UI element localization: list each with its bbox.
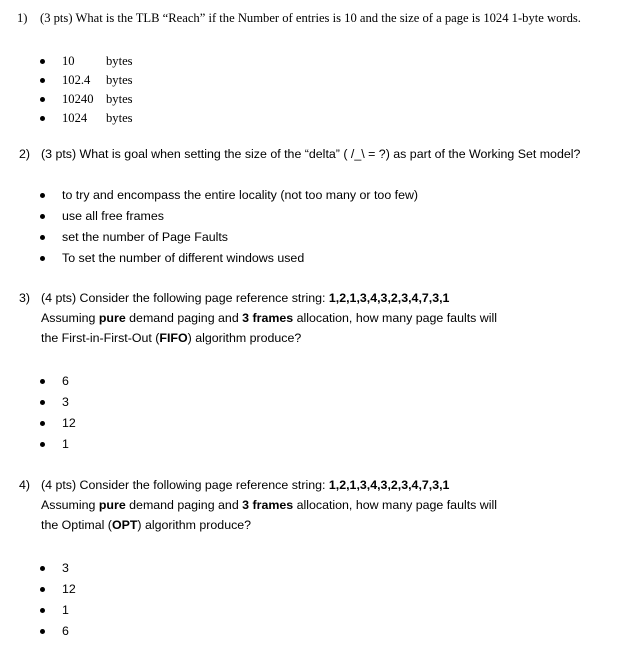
question-2-text: (3 pts) What is goal when setting the size of the “delta” ( /_\ = ?) as part of the Working Set model? [41,147,581,161]
text-run: demand paging and [125,498,243,512]
question-1-text: (3 pts) What is the TLB “Reach” if the Number of entries is 10 and the size of a page is 1024 1-byte words. [40,11,581,25]
option-text: 3 [62,561,69,575]
option-text: 6 [62,624,69,638]
bullet-icon [40,442,45,447]
bold-run: FIFO [159,331,188,345]
bold-run: 3 frames [242,311,294,325]
option-unit: bytes [106,73,133,87]
bullet-icon [40,78,45,83]
option-text: to try and encompass the entire locality (not too many or too few) [62,188,419,202]
bullet-icon [40,566,45,571]
option-value: 1024 [62,111,88,125]
bullet-icon [40,59,45,64]
option-unit: bytes [106,111,133,125]
text-run: Assuming [41,498,99,512]
text-run: the Optimal ( [41,518,112,532]
question-3-number: 3) [19,291,31,305]
question-3-line-1 [41,288,449,308]
bullet-icon [40,235,45,240]
option-text: use all free frames [62,209,164,223]
option-text: 1 [62,603,69,617]
option-text: 12 [62,582,76,596]
option-text: 6 [62,374,69,388]
text-run: ) algorithm produce? [187,331,302,345]
text-run: Assuming [41,311,99,325]
option-text: 12 [62,416,76,430]
bullet-icon [40,193,45,198]
bullet-icon [40,629,45,634]
bold-run: pure [98,498,126,512]
option-unit: bytes [106,54,133,68]
bullet-icon [40,587,45,592]
text-run: the First-in-First-Out ( [41,331,160,345]
bullet-icon [40,116,45,121]
bullet-icon [40,400,45,405]
question-3-line-3 [41,328,301,348]
option-value: 10 [62,54,75,68]
question-3-prompt: (4 pts) Consider the following page reference string: [41,291,329,305]
reference-string: 1,2,1,3,4,3,2,3,4,7,3,1 [328,478,450,492]
bullet-icon [40,97,45,102]
question-4-number: 4) [19,478,31,492]
option-text: To set the number of different windows used [62,251,305,265]
question-4-line-1 [41,475,449,495]
bullet-icon [40,379,45,384]
bullet-icon [40,214,45,219]
bold-run: OPT [111,518,138,532]
option-text: set the number of Page Faults [62,230,228,244]
question-2-number: 2) [19,147,31,161]
option-text: 1 [62,437,69,451]
bullet-icon [40,608,45,613]
bullet-icon [40,421,45,426]
question-3-line-2 [41,308,497,328]
question-4-line-3 [41,515,251,535]
reference-string: 1,2,1,3,4,3,2,3,4,7,3,1 [328,291,450,305]
question-1-number: 1) [17,11,28,25]
option-value: 10240 [62,92,94,106]
bullet-icon [40,256,45,261]
text-run: ) algorithm produce? [137,518,252,532]
option-value: 102.4 [62,73,91,87]
text-run: allocation, how many page faults will [293,311,498,325]
bold-run: pure [98,311,126,325]
question-4-prompt: (4 pts) Consider the following page reference string: [41,478,329,492]
bold-run: 3 frames [242,498,294,512]
option-text: 3 [62,395,69,409]
text-run: allocation, how many page faults will [293,498,498,512]
option-unit: bytes [106,92,133,106]
text-run: demand paging and [125,311,243,325]
question-4-line-2 [41,495,497,515]
